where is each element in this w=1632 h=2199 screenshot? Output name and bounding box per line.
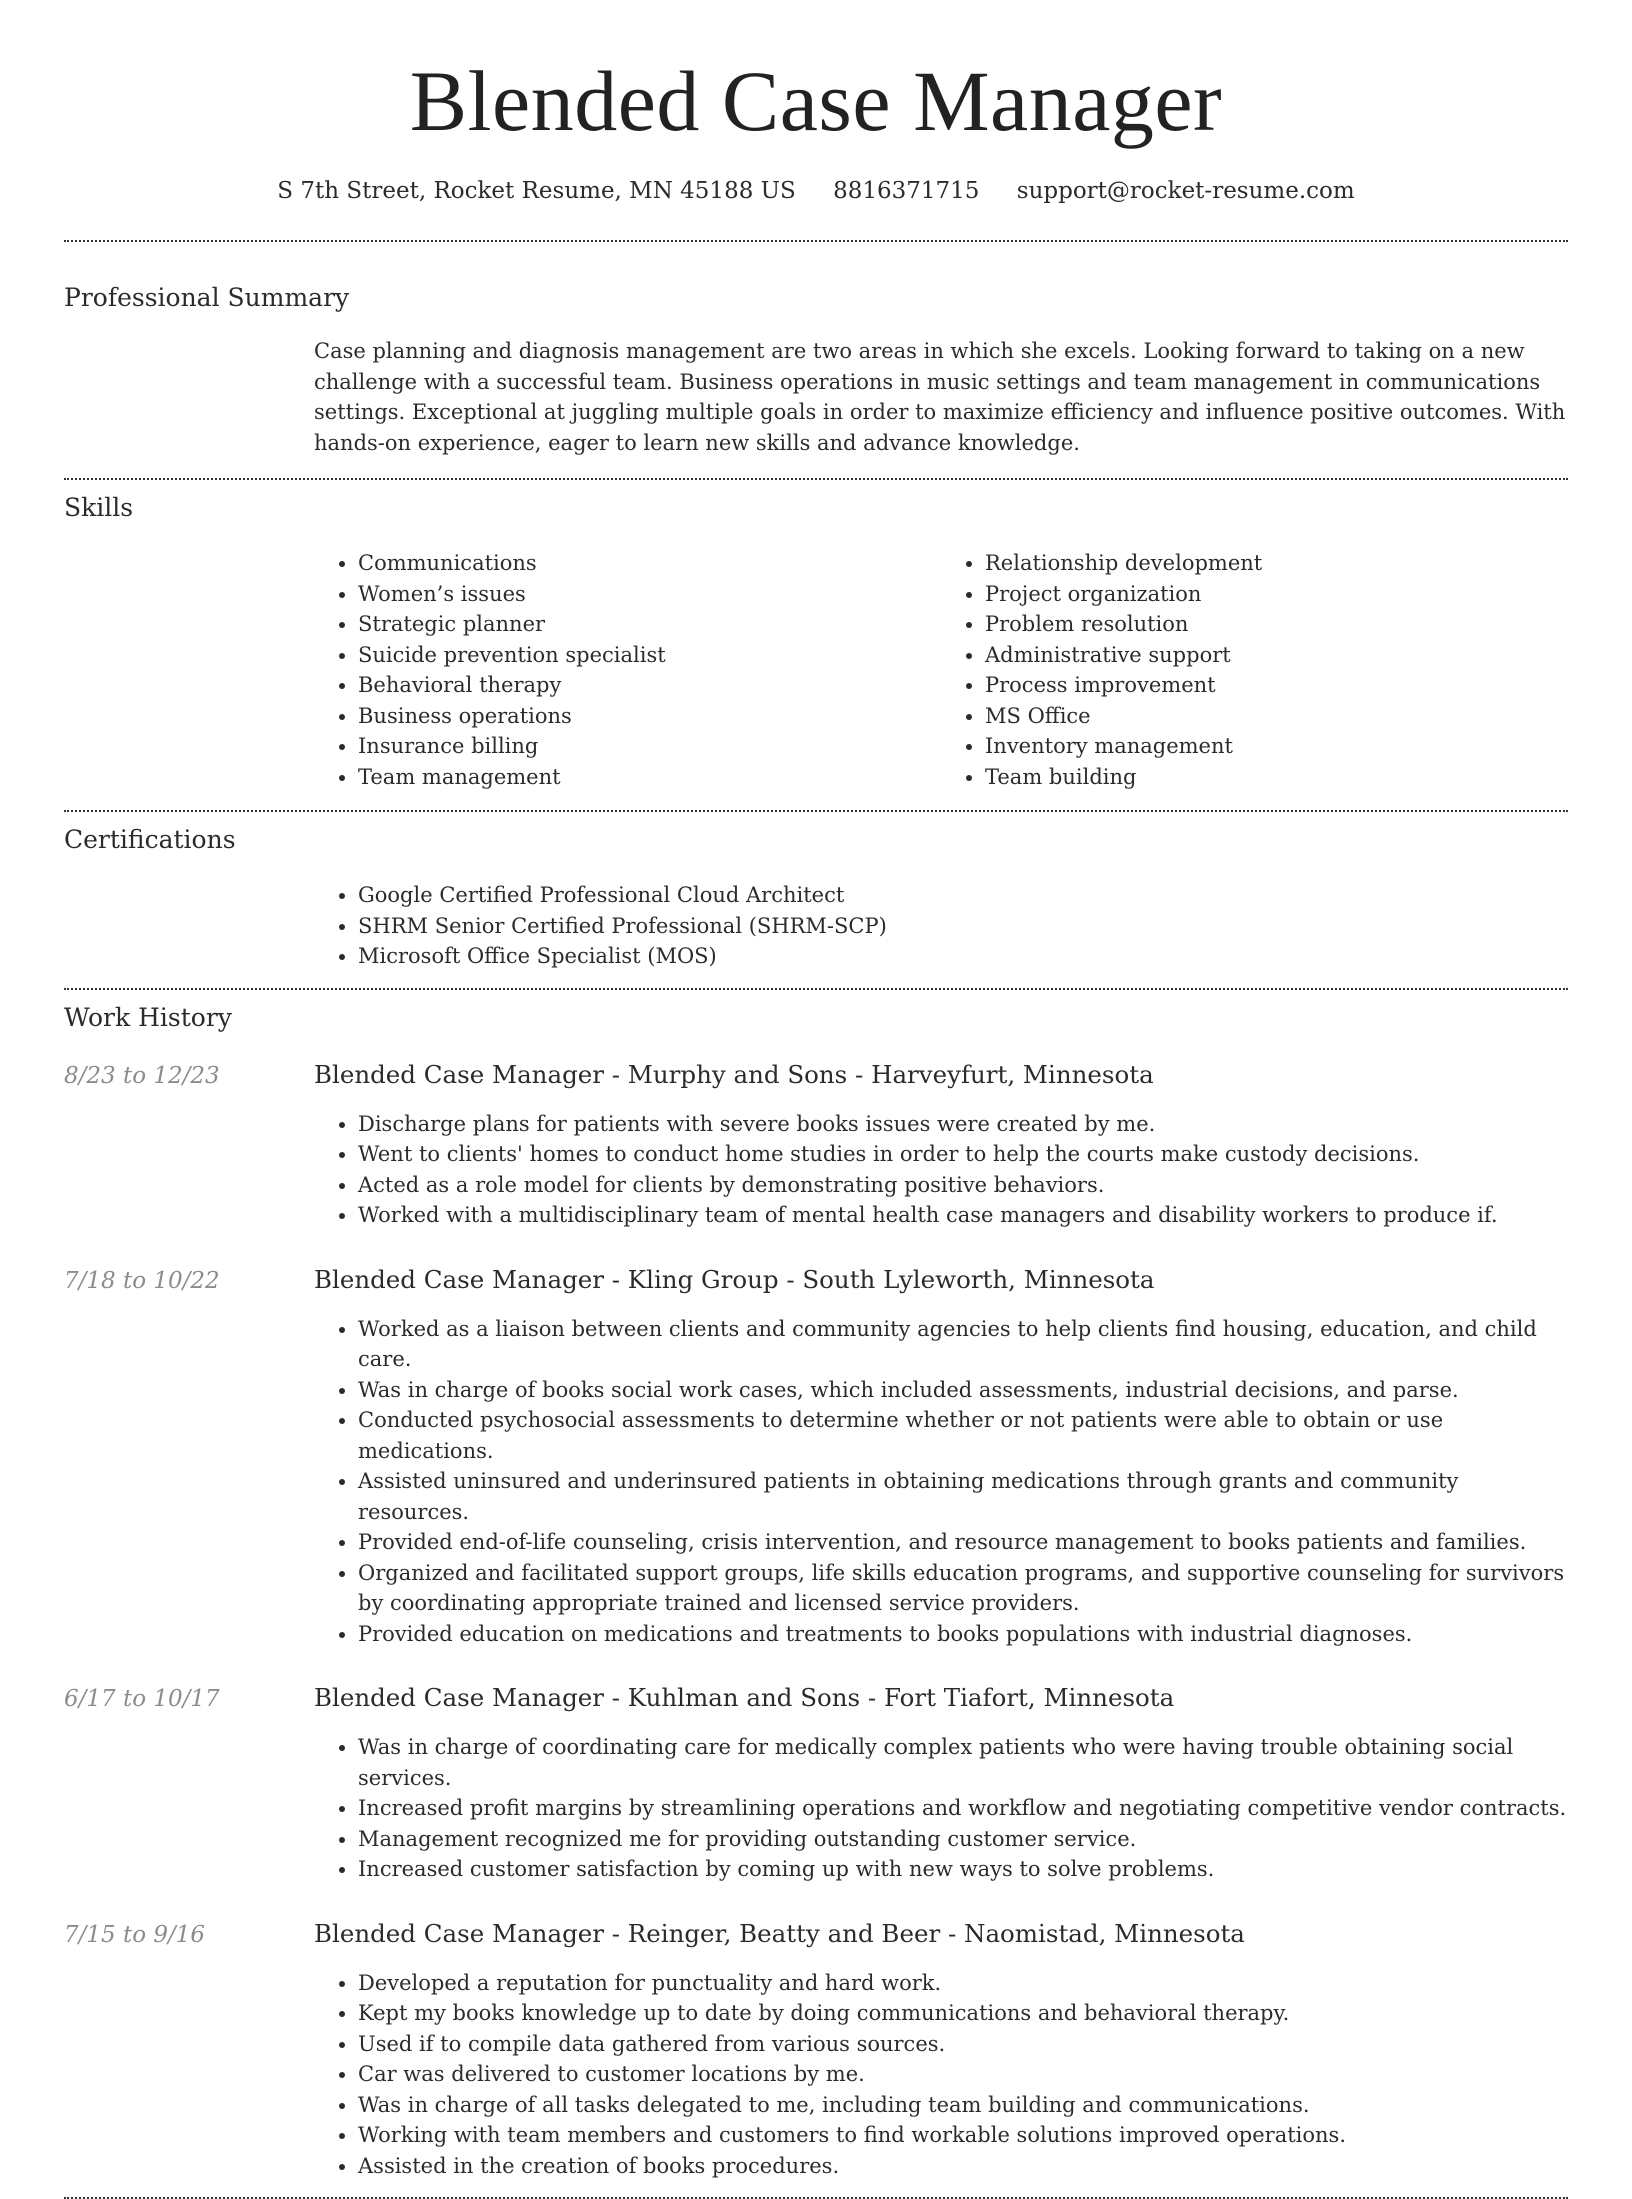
job-bullet: • Discharge plans for patients with severe books issues were created by me. <box>358 1109 1568 1140</box>
job-bullet: • Provided end-of-life counseling, crisis intervention, and resource management to books patients and families. <box>358 1527 1568 1558</box>
job-header <box>64 1683 1568 1714</box>
job-bullet: • Developed a reputation for punctuality and hard work. <box>358 1968 1568 1999</box>
job-bullet: • Acted as a role model for clients by demonstrating positive behaviors. <box>358 1170 1568 1201</box>
summary-section <box>64 282 1568 458</box>
job-bullet: • Was in charge of all tasks delegated to me, including team building and communications. <box>358 2090 1568 2121</box>
job-bullet: • Conducted psychosocial assessments to determine whether or not patients were able to obtain or use medications. <box>358 1405 1568 1466</box>
skills-list-left <box>314 548 941 792</box>
contact-phone: 8816371715 <box>833 178 980 204</box>
job-bullet: • Working with team members and customers to find workable solutions improved operations. <box>358 2120 1568 2151</box>
job-bullet: • Was in charge of books social work cases, which included assessments, industrial decisions, and parse. <box>358 1375 1568 1406</box>
job-bullet: • Organized and facilitated support groups, life skills education programs, and supportive counseling for survivors by coordinating appropriate trained and licensed service providers. <box>358 1558 1568 1619</box>
skill-item: • Behavioral therapy <box>358 670 941 701</box>
job-bullet: • Increased customer satisfaction by coming up with new ways to solve problems. <box>358 1854 1568 1885</box>
skills-title: Skills <box>64 493 134 522</box>
job-header <box>64 1060 1568 1091</box>
job-header <box>64 1265 1568 1296</box>
skill-item: • Women’s issues <box>358 579 941 610</box>
skill-item: • Suicide prevention specialist <box>358 640 941 671</box>
skill-item: • Strategic planner <box>358 609 941 640</box>
divider <box>64 988 1568 990</box>
job-entry <box>64 1060 1568 1231</box>
skill-item: • Relationship development <box>985 548 1568 579</box>
job-title: Blended Case Manager - Reinger, Beatty and Beer - Naomistad, Minnesota <box>314 1918 1245 1948</box>
contact-address: S 7th Street, Rocket Resume, MN 45188 US <box>277 178 796 204</box>
job-bullet: • Worked with a multidisciplinary team of mental health case managers and disability workers to produce if. <box>358 1200 1568 1231</box>
job-body <box>314 1968 1568 2182</box>
certifications-title: Certifications <box>64 825 236 854</box>
divider <box>64 240 1568 242</box>
summary-title: Professional Summary <box>64 283 350 312</box>
job-body <box>314 1732 1568 1885</box>
resume-page <box>64 0 1568 2199</box>
job-bullet: • Used if to compile data gathered from various sources. <box>358 2029 1568 2060</box>
job-title: Blended Case Manager - Kling Group - South Lyleworth, Minnesota <box>314 1264 1155 1294</box>
job-bullet: • Went to clients' homes to conduct home studies in order to help the courts make custody decisions. <box>358 1139 1568 1170</box>
summary-text: Case planning and diagnosis management are two areas in which she excels. Looking forward to taking on a new challenge with a successful team. Business operations in music settings and team management in communications settings. Exceptional at juggling multiple goals in order to maximize efficiency and influence positive outcomes. With hands-on experience, eager to learn new skills and advance knowledge. <box>314 339 1566 455</box>
certifications-section <box>64 824 1568 972</box>
job-bullet: • Assisted uninsured and underinsured patients in obtaining medications through grants and community resources. <box>358 1466 1568 1527</box>
job-bullets <box>314 1109 1568 1231</box>
job-bullet: • Kept my books knowledge up to date by doing communications and behavioral therapy. <box>358 1998 1568 2029</box>
job-bullets <box>314 1314 1568 1650</box>
job-bullets <box>314 1732 1568 1885</box>
job-bullet: • Was in charge of coordinating care for medically complex patients who were having trouble obtaining social services. <box>358 1732 1568 1793</box>
job-date: 7/18 to 10/22 <box>64 1267 220 1294</box>
divider <box>64 810 1568 812</box>
certifications-body <box>314 880 1568 972</box>
skill-item: • Problem resolution <box>985 609 1568 640</box>
skill-item: • Team management <box>358 762 941 793</box>
skill-item: • Insurance billing <box>358 731 941 762</box>
job-entry <box>64 1265 1568 1650</box>
resume-name: Blended Case Manager <box>409 53 1223 149</box>
job-title: Blended Case Manager - Murphy and Sons - Harveyfurt, Minnesota <box>314 1059 1154 1089</box>
skills-list-right <box>941 548 1568 792</box>
skill-item: • Inventory management <box>985 731 1568 762</box>
job-date: 6/17 to 10/17 <box>64 1686 220 1712</box>
job-bullet: • Worked as a liaison between clients and community agencies to help clients find housing, education, and child care. <box>358 1314 1568 1375</box>
job-body <box>314 1109 1568 1231</box>
skill-item: • Business operations <box>358 701 941 732</box>
divider <box>64 478 1568 480</box>
job-bullet: • Car was delivered to customer locations by me. <box>358 2059 1568 2090</box>
skill-item: • Administrative support <box>985 640 1568 671</box>
job-date: 7/15 to 9/16 <box>64 1921 206 1948</box>
job-bullet: • Increased profit margins by streamlining operations and workflow and negotiating competitive vendor contracts. <box>358 1793 1568 1824</box>
work-section <box>64 1002 1568 2182</box>
certification-item: • SHRM Senior Certified Professional (SHRM-SCP) <box>358 911 1568 942</box>
job-entry <box>64 1683 1568 1885</box>
job-bullet: • Provided education on medications and treatments to books populations with industrial diagnoses. <box>358 1619 1568 1650</box>
skill-item: • Project organization <box>985 579 1568 610</box>
skill-item: • Process improvement <box>985 670 1568 701</box>
skills-grid <box>314 548 1568 792</box>
job-bullet: • Assisted in the creation of books procedures. <box>358 2151 1568 2182</box>
skills-section <box>64 492 1568 792</box>
job-header <box>64 1919 1568 1950</box>
contact-email: support@rocket-resume.com <box>1016 178 1355 204</box>
job-entry <box>64 1919 1568 2182</box>
skill-item: • Team building <box>985 762 1568 793</box>
certification-item: • Microsoft Office Specialist (MOS) <box>358 941 1568 972</box>
job-date: 8/23 to 12/23 <box>64 1062 220 1089</box>
summary-body <box>314 336 1568 458</box>
job-title: Blended Case Manager - Kuhlman and Sons - Fort Tiafort, Minnesota <box>314 1683 1175 1712</box>
contact-line <box>64 176 1568 206</box>
certifications-list <box>314 880 1568 972</box>
work-title: Work History <box>64 1002 232 1032</box>
skill-item: • Communications <box>358 548 941 579</box>
job-body <box>314 1314 1568 1650</box>
certification-item: • Google Certified Professional Cloud Architect <box>358 880 1568 911</box>
job-bullet: • Management recognized me for providing outstanding customer service. <box>358 1824 1568 1855</box>
skill-item: • MS Office <box>985 701 1568 732</box>
job-bullets <box>314 1968 1568 2182</box>
